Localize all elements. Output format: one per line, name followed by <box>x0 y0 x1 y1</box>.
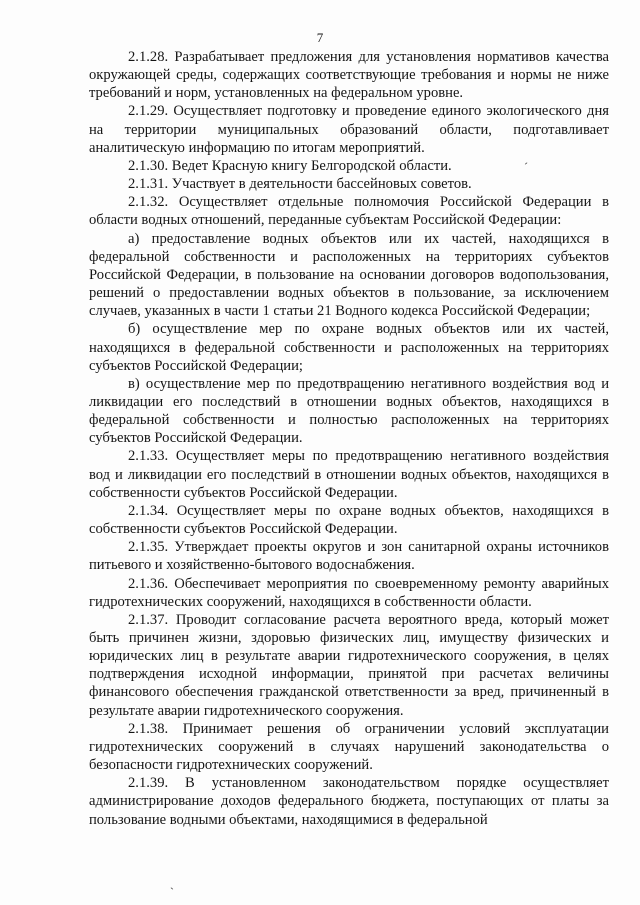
paragraph-2-1-35: 2.1.35. Утверждает проекты округов и зон санитарной охраны источников питьевого и хозяйственно-бытового водоснабжения. <box>89 539 609 574</box>
paragraph-2-1-34: 2.1.34. Осуществляет меры по охране водных объектов, находящихся в собственности субъектов Российской Федерации. <box>89 502 609 538</box>
stray-pen-mark: ˊ <box>524 160 528 174</box>
paragraph-2-1-30: 2.1.30. Ведет Красную книгу Белгородской области. <box>128 157 452 174</box>
paragraph-2-1-29: 2.1.29. Осуществляет подготовку и проведение единого экологического дня на территории муниципальных образований области, подготавливает аналитическую информацию по итогам мероприятий. <box>89 103 609 156</box>
subparagraph-a: а) предоставление водных объектов или их частей, находящихся в федеральной собственности и расположенных на территориях субъектов Российской Федерации, в пользование на основании договоров водопользования, решений о предоставлении водных объектов в пользование, за исключением случаев, указанных в части 1 статьи 21 Водного кодекса Российской Федерации; <box>89 230 609 320</box>
paragraph-2-1-37: 2.1.37. Проводит согласование расчета вероятного вреда, который может быть причинен жизни, здоровью физических лиц, имуществу физических и юридических лиц в результате аварии гидротехнического сооружения, в целях подтверждения исходной информации, принятой при расчетах величины финансового обеспечения гражданской ответственности за вред, причиненный в результате аварии гидротехнического сооружения. <box>89 611 609 719</box>
paragraph-2-1-32: 2.1.32. Осуществляет отдельные полномочия Российской Федерации в области водных отношений, переданные субъектам Российской Федерации: <box>89 194 609 229</box>
stray-pen-mark-bottom: ˏ <box>170 876 174 890</box>
paragraph-2-1-36: 2.1.36. Обеспечивает мероприятия по своевременному ремонту аварийных гидротехнических сооружений, находящихся в собственности области. <box>89 575 609 610</box>
page-number: 7 <box>316 30 324 45</box>
paragraph-2-1-38: 2.1.38. Принимает решения об ограничении условий эксплуатации гидротехнических сооружений в случаях нарушений законодательства о безопасности гидротехнических сооружений. <box>89 720 609 774</box>
subparagraph-v: в) осуществление мер по предотвращению негативного воздействия вод и ликвидации его последствий в отношении водных объектов, находящихся в федеральной собственности и полностью расположенных на территориях субъектов Российской Федерации. <box>89 375 609 447</box>
paragraph-2-1-33: 2.1.33. Осуществляет меры по предотвращению негативного воздействия вод и ликвидации его последствий в отношении водных объектов, находящихся в собственности субъектов Российской Федерации. <box>89 448 609 501</box>
paragraph-2-1-31: 2.1.31. Участвует в деятельности бассейновых советов. <box>128 176 472 193</box>
paragraph-2-1-39: 2.1.39. В установленном законодательством порядке осуществляет администрирование доходов федерального бюджета, поступающих от платы за пользование водными объектами, находящимися в федеральной <box>89 775 609 828</box>
paragraph-2-1-28: 2.1.28. Разрабатывает предложения для установления нормативов качества окружающей среды, содержащих соответствующие требования и нормы не ниже требований и норм, установленных на федеральном уровне. <box>89 49 609 102</box>
document-body <box>89 48 609 829</box>
subparagraph-b: б) осуществление мер по охране водных объектов или их частей, находящихся в федеральной собственности и расположенных на территориях субъектов Российской Федерации; <box>89 321 609 374</box>
